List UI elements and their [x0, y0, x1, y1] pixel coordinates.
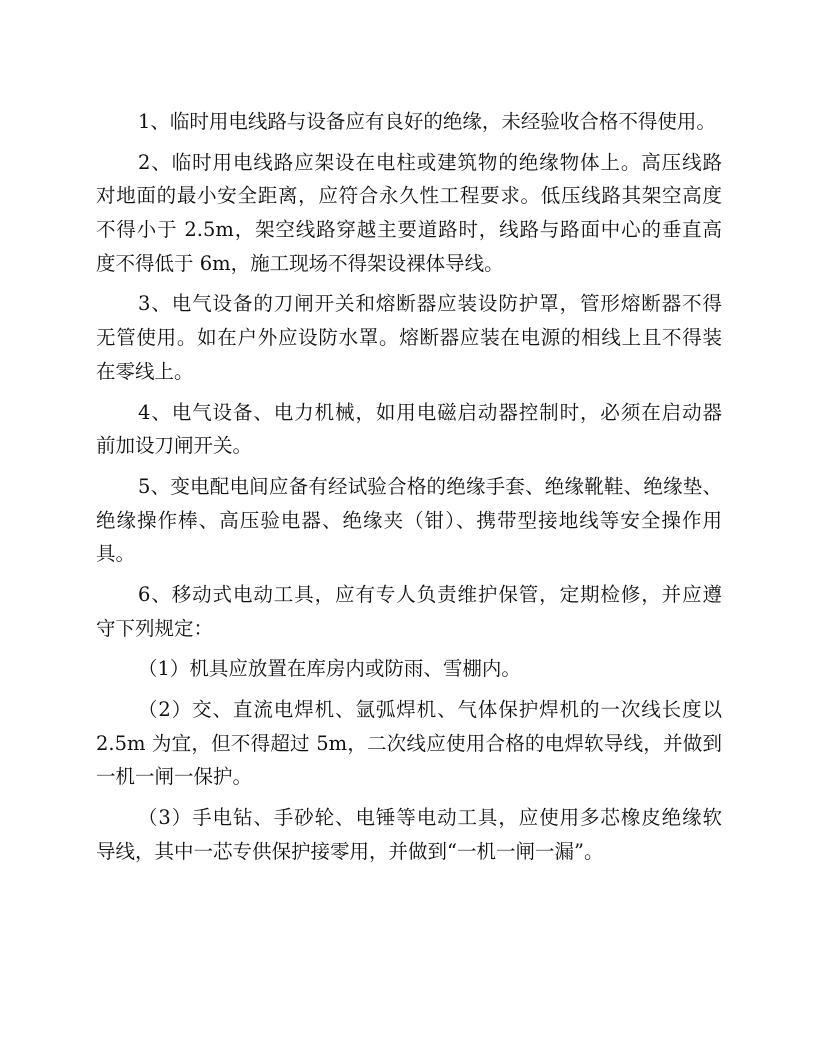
- paragraph-9: [96, 801, 722, 868]
- text-line: 具。: [96, 542, 136, 566]
- text-line: 5、变电配电间应备有经试验合格的绝缘手套、绝缘靴鞋、绝缘垫、: [138, 474, 722, 498]
- text-line: 在零线上。: [96, 359, 194, 383]
- paragraph-6: [96, 578, 722, 645]
- paragraph-3: [96, 287, 722, 388]
- text-line: 前加设刀闸开关。: [96, 434, 253, 458]
- text-line: 对地面的最小安全距离，应符合永久性工程要求。低压线路其架空高度: [96, 184, 722, 208]
- paragraph-2: [96, 146, 722, 281]
- text-line: 3、电气设备的刀闸开关和熔断器应装设防护罩，管形熔断器不得: [138, 292, 722, 316]
- text-line: 度不得低于 6m，施工现场不得架设裸体导线。: [96, 251, 504, 275]
- text-line: （2）交、直流电焊机、氩弧焊机、气体保护焊机的一次线长度以: [138, 698, 722, 721]
- paragraph-1: [96, 105, 722, 139]
- document-body: [96, 105, 722, 875]
- text-line: 6、移动式电动工具，应有专人负责维护保管，定期检修，并应遵: [138, 582, 722, 606]
- text-line: （3）手电钻、手砂轮、电锤等电动工具，应使用多芯橡皮绝缘软: [138, 806, 722, 830]
- text-line: 2、临时用电线路应架设在电柱或建筑物的绝缘物体上。高压线路: [138, 150, 722, 174]
- text-line: 1、临时用电线路与设备应有良好的绝缘，未经验收合格不得使用。: [138, 110, 716, 133]
- text-line: 导线，其中一芯专供保护接零用，并做到“一机一闸一漏”。: [96, 839, 604, 863]
- text-line: 绝缘操作棒、高压验电器、绝缘夹（钳）、携带型接地线等安全操作用: [96, 508, 722, 532]
- text-line: 4、电气设备、电力机械，如用电磁启动器控制时，必须在启动器: [138, 400, 722, 424]
- text-line: 无管使用。如在户外应设防水罩。熔断器应装在电源的相线上且不得装: [96, 326, 722, 350]
- text-line: 守下列规定：: [96, 616, 214, 640]
- text-line: 不得小于 2.5m，架空线路穿越主要道路时，线路与路面中心的垂直高: [96, 218, 722, 242]
- paragraph-8: [96, 693, 722, 794]
- paragraph-7: [96, 652, 722, 686]
- paragraph-5: [96, 470, 722, 571]
- text-line: 一机一闸一保护。: [96, 765, 253, 789]
- paragraph-4: [96, 396, 722, 463]
- text-line: （1）机具应放置在库房内或防雨、雪棚内。: [138, 657, 521, 681]
- text-line: 2.5m 为宜，但不得超过 5m，二次线应使用合格的电焊软导线，并做到: [96, 731, 722, 755]
